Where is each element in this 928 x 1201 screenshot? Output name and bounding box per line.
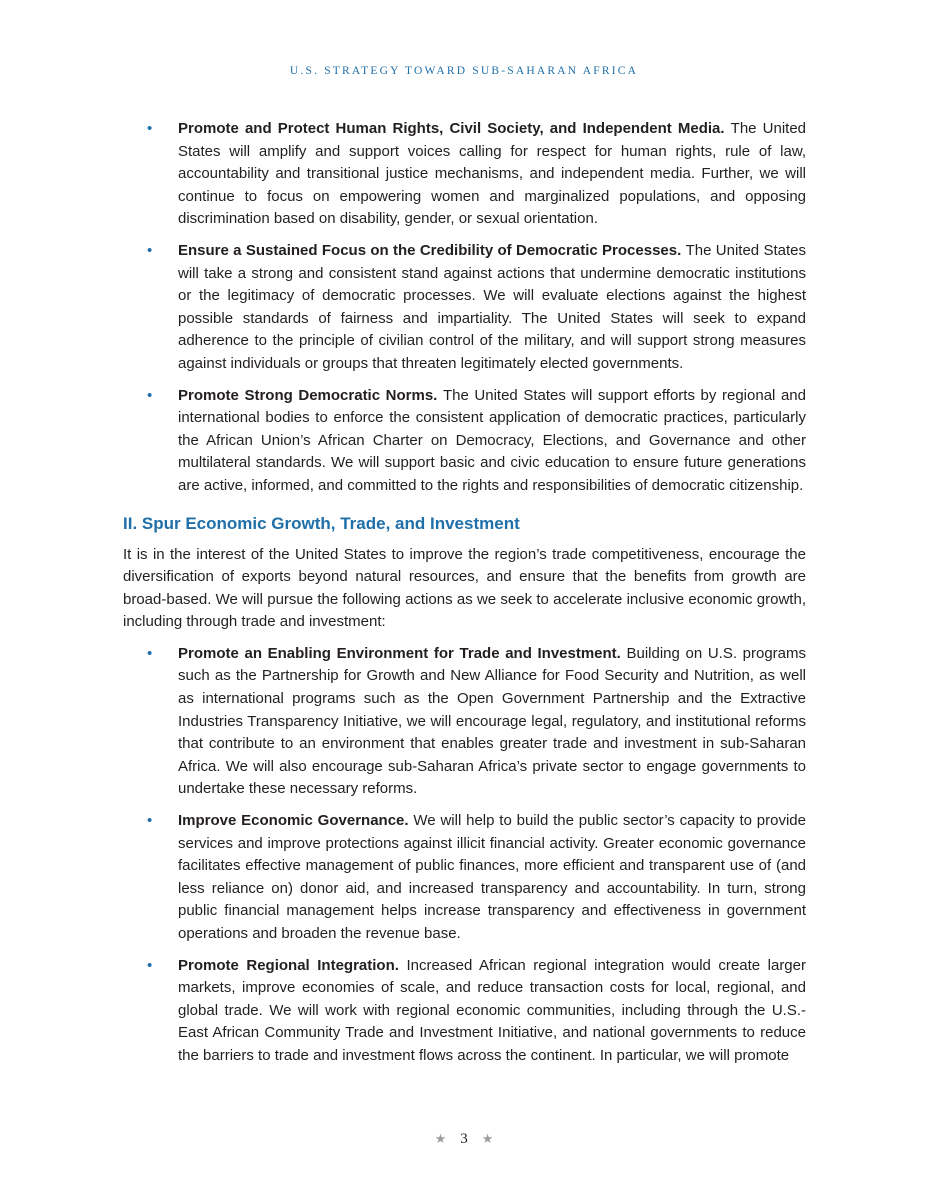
star-icon: ★ (481, 1131, 494, 1146)
bullet-body: Increased African regional integration would create larger markets, improve economies of scale, and reduce transaction costs for local, regional, and global trade. We will work with regional economic communities, including through the U.S.-East African Community Trade and Investment Initiative, and national governments to reduce the barriers to trade and investment flows across the continent. In particular, we will promote (178, 956, 806, 1064)
page-number: 3 (460, 1131, 468, 1147)
list-item (123, 118, 806, 231)
page-footer (0, 1131, 928, 1148)
bullet-body: The United States will take a strong and consistent stand against actions that undermine democratic institutions or the legitimacy of democratic processes. We will evaluate elections against the highest possible standards of fairness and impartiality. The United States will seek to expand adherence to the principle of civilian control of the military, and will support strong measures against individuals or groups that threaten legitimately elected governments. (178, 241, 806, 372)
bullet-body: The United States will support efforts by regional and international bodies to enforce the consistent application of democratic practices, particularly the African Union’s African Charter on Democracy, Elections, and Governance and other multilateral standards. We will support basic and civic education to ensure future generations are active, informed, and committed to the rights and responsibilities of democratic citizenship. (178, 386, 806, 494)
bullet-title: Promote and Protect Human Rights, Civil Society, and Independent Media. (178, 120, 731, 137)
running-header: U.S. STRATEGY TOWARD SUB-SAHARAN AFRICA (289, 65, 639, 77)
bullet-body: The United States will amplify and support voices calling for respect for human rights, rule of law, accountability and transitional justice mechanisms, and independent media. Further, we will continue to focus on empowering women and marginalized populations, and opposing discrimination based on disability, gender, or sexual orientation. (178, 120, 806, 228)
list-item (123, 955, 806, 1068)
bullet-icon: • (147, 956, 153, 974)
list-item (123, 643, 806, 801)
list-item (123, 385, 806, 498)
bullet-title: Improve Economic Governance. (178, 812, 414, 830)
list-item (123, 240, 806, 376)
bullet-icon: • (147, 812, 153, 830)
bullet-title: Promote Strong Democratic Norms. (178, 386, 443, 404)
bullet-list-economy (123, 643, 806, 1068)
bullet-title: Ensure a Sustained Focus on the Credibility of Democratic Processes. (178, 241, 686, 259)
section-intro: It is in the interest of the United States to improve the region’s trade competitiveness, encourage the diversification of exports beyond natural resources, and ensure that the benefits from growth are broad-based. We will pursue the following actions as we seek to accelerate inclusive economic growth, including through trade and investment: (123, 545, 806, 631)
bullet-icon: • (147, 644, 153, 662)
list-item (123, 810, 806, 946)
bullet-body: Building on U.S. programs such as the Partnership for Growth and New Alliance for Food Security and Nutrition, as well as international programs such as the Open Government Partnership and the Extractive Industries Transparency Initiative, we will encourage legal, regulatory, and institutional reforms that contribute to an environment that enables greater trade and investment in sub-Saharan Africa. We will also encourage sub-Saharan Africa’s private sector to engage governments to undertake these necessary reforms. (178, 644, 806, 798)
bullet-body: We will help to build the public sector’s capacity to provide services and improve protections against illicit financial activity. Greater economic governance facilitates effective management of public finances, more efficient and transparent use of (and less reliance on) donor aid, and increased transparency and accountability. In turn, strong public financial management helps increase transparency and effectiveness in government operations and broaden the revenue base. (178, 812, 806, 942)
bullet-icon: • (147, 120, 153, 137)
bullet-title: Promote Regional Integration. (178, 956, 407, 974)
page-content (123, 118, 806, 1077)
bullet-title: Promote an Enabling Environment for Trade and Investment. (178, 644, 627, 662)
bullet-icon: • (147, 241, 153, 259)
bullet-list-democracy (123, 118, 806, 498)
star-icon: ★ (434, 1131, 447, 1146)
section-heading: II. Spur Economic Growth, Trade, and Investment (123, 513, 520, 533)
bullet-icon: • (147, 386, 153, 404)
